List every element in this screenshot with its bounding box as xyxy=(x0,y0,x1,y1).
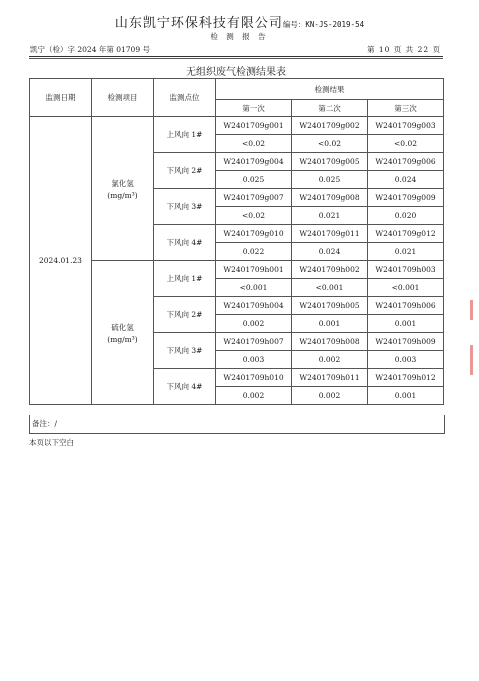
result-value-cell: <0.001 xyxy=(368,279,444,297)
header-results: 检测结果 xyxy=(216,79,444,100)
sample-id-cell: W2401709h010 xyxy=(216,369,292,387)
monitoring-point: 上风向 1# xyxy=(154,117,216,153)
sample-id-cell: W2401709h001 xyxy=(216,261,292,279)
sample-id-cell: W2401709h006 xyxy=(368,297,444,315)
sample-id-cell: W2401709h012 xyxy=(368,369,444,387)
report-code: 编号：KN-JS-2019-54 xyxy=(282,20,365,29)
header-rule-thin xyxy=(29,58,443,59)
result-value-cell: 0.025 xyxy=(292,171,368,189)
sample-id-cell: W2401709h005 xyxy=(292,297,368,315)
result-value-cell: <0.001 xyxy=(216,279,292,297)
monitoring-point: 下风向 3# xyxy=(154,333,216,369)
test-item-name: 氯化氢 xyxy=(111,178,134,188)
notes-row: 备注：/ xyxy=(29,415,445,434)
sample-id-cell: W2401709g007 xyxy=(216,189,292,207)
result-value-cell: 0.001 xyxy=(292,315,368,333)
test-item-unit: (mg/m³) xyxy=(107,334,138,344)
monitoring-point: 下风向 3# xyxy=(154,189,216,225)
sample-id-cell: W2401709g005 xyxy=(292,153,368,171)
sample-id-cell: W2401709h009 xyxy=(368,333,444,351)
monitoring-point: 下风向 4# xyxy=(154,225,216,261)
result-value-cell: 0.022 xyxy=(216,243,292,261)
blank-below-note: 本页以下空白 xyxy=(29,438,74,447)
report-subtitle: 检 测 报 告 xyxy=(210,32,269,41)
result-value-cell: 0.003 xyxy=(368,351,444,369)
monitoring-date: 2024.01.23 xyxy=(30,117,92,405)
result-value-cell: 0.001 xyxy=(368,315,444,333)
sample-id-cell: W2401709g006 xyxy=(368,153,444,171)
sample-id-cell: W2401709g003 xyxy=(368,117,444,135)
result-value-cell: 0.002 xyxy=(216,315,292,333)
sample-id-cell: W2401709g010 xyxy=(216,225,292,243)
header-point: 监测点位 xyxy=(154,79,216,117)
result-value-cell: 0.020 xyxy=(368,207,444,225)
monitoring-point: 下风向 2# xyxy=(154,153,216,189)
result-value-cell: 0.003 xyxy=(216,351,292,369)
result-value-cell: 0.024 xyxy=(368,171,444,189)
header-round-1: 第一次 xyxy=(216,100,292,117)
sample-id-cell: W2401709g002 xyxy=(292,117,368,135)
sample-id-cell: W2401709h003 xyxy=(368,261,444,279)
result-value-cell: <0.02 xyxy=(216,207,292,225)
header-round-3: 第三次 xyxy=(368,100,444,117)
sample-id-cell: W2401709h002 xyxy=(292,261,368,279)
document-number: 凯宁（检）字 2024 年第 01709 号 xyxy=(30,45,150,54)
result-value-cell: 0.021 xyxy=(368,243,444,261)
table-title: 无组织废气检测结果表 xyxy=(186,67,286,78)
results-table xyxy=(29,78,444,405)
report-header xyxy=(0,12,479,31)
result-value-cell: 0.002 xyxy=(292,351,368,369)
result-value-cell: <0.02 xyxy=(368,135,444,153)
sample-id-row xyxy=(30,261,444,279)
sample-id-cell: W2401709g008 xyxy=(292,189,368,207)
company-name: 山东凯宁环保科技有限公司 xyxy=(114,16,283,31)
header-row xyxy=(30,79,444,100)
sample-id-cell: W2401709g012 xyxy=(368,225,444,243)
header-item: 检测项目 xyxy=(92,79,154,117)
result-value-cell: 0.002 xyxy=(292,387,368,405)
result-value-cell: 0.025 xyxy=(216,171,292,189)
sample-id-cell: W2401709g004 xyxy=(216,153,292,171)
edge-stamp-mark xyxy=(470,345,473,375)
sample-id-cell: W2401709h007 xyxy=(216,333,292,351)
result-value-cell: <0.02 xyxy=(216,135,292,153)
monitoring-point: 下风向 4# xyxy=(154,369,216,405)
result-value-cell: 0.021 xyxy=(292,207,368,225)
test-item xyxy=(92,261,154,405)
monitoring-point: 上风向 1# xyxy=(154,261,216,297)
result-value-cell: 0.002 xyxy=(216,387,292,405)
sample-id-cell: W2401709g011 xyxy=(292,225,368,243)
monitoring-point: 下风向 2# xyxy=(154,297,216,333)
result-value-cell: 0.024 xyxy=(292,243,368,261)
header-round-2: 第二次 xyxy=(292,100,368,117)
result-value-cell: <0.02 xyxy=(292,135,368,153)
header-date: 监测日期 xyxy=(30,79,92,117)
sample-id-cell: W2401709h008 xyxy=(292,333,368,351)
test-item-unit: (mg/m³) xyxy=(107,190,138,200)
header-rule xyxy=(29,56,443,57)
test-item xyxy=(92,117,154,261)
sample-id-cell: W2401709h011 xyxy=(292,369,368,387)
sample-id-row xyxy=(30,117,444,135)
result-value-cell: <0.001 xyxy=(292,279,368,297)
result-value-cell: 0.001 xyxy=(368,387,444,405)
sample-id-cell: W2401709h004 xyxy=(216,297,292,315)
sample-id-cell: W2401709g009 xyxy=(368,189,444,207)
page-number: 第 10 页 共 22 页 xyxy=(366,45,441,54)
edge-stamp-mark xyxy=(470,300,473,320)
test-item-name: 硫化氢 xyxy=(111,322,134,332)
sample-id-cell: W2401709g001 xyxy=(216,117,292,135)
